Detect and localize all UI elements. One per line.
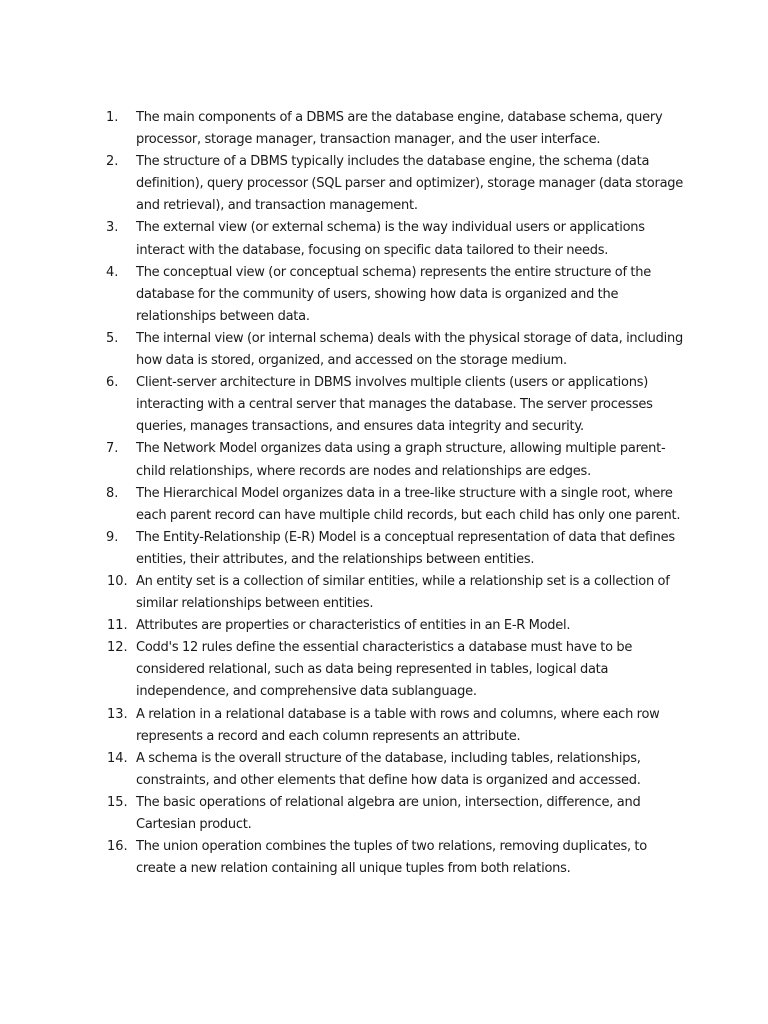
item-number: 10. (107, 573, 128, 589)
item-text: Attributes are properties or characteristics of entities in an E-R Model. (136, 618, 571, 634)
list-item (106, 792, 686, 836)
item-number: 7. (106, 441, 119, 457)
item-number: 3. (106, 220, 119, 236)
item-number: 9. (106, 529, 119, 545)
list-item (106, 571, 686, 615)
list-item (106, 615, 686, 637)
item-number: 6. (106, 375, 119, 391)
list-item (106, 637, 686, 703)
item-text: The Entity-Relationship (E-R) Model is a conceptual representation of data that defines entities, their attributes, and the relationships between entities. (136, 529, 675, 567)
item-number: 11. (107, 618, 128, 634)
list-item (106, 328, 686, 372)
numbered-list (106, 107, 686, 880)
item-number: 16. (107, 839, 128, 855)
list-item (106, 748, 686, 792)
item-text: Codd's 12 rules define the essential characteristics a database must have to be considered relational, such as data being represented in tables, logical data independence, and comprehensive data sublanguage. (136, 640, 633, 700)
list-item (106, 262, 686, 328)
list-item (106, 217, 686, 261)
item-text: A relation in a relational database is a table with rows and columns, where each row represents a record and each column represents an attribute. (136, 706, 660, 744)
item-text: The Network Model organizes data using a graph structure, allowing multiple parent-child relationships, where records are nodes and relationships are edges. (136, 441, 666, 479)
item-number: 15. (107, 794, 128, 810)
item-number: 12. (107, 640, 128, 656)
item-number: 14. (107, 750, 128, 766)
item-number: 13. (107, 706, 128, 722)
item-text: The main components of a DBMS are the database engine, database schema, query processor, storage manager, transaction manager, and the user interface. (136, 110, 663, 148)
item-number: 8. (106, 485, 119, 501)
item-number: 5. (106, 330, 119, 346)
item-text: A schema is the overall structure of the database, including tables, relationships, constraints, and other elements that define how data is organized and accessed. (136, 750, 641, 788)
list-item (106, 704, 686, 748)
item-text: The Hierarchical Model organizes data in a tree-like structure with a single root, where each parent record can have multiple child records, but each child has only one parent. (136, 485, 681, 523)
item-text: The basic operations of relational algebra are union, intersection, difference, and Cartesian product. (136, 794, 641, 832)
list-item (106, 483, 686, 527)
item-text: The structure of a DBMS typically includes the database engine, the schema (data definition), query processor (SQL parser and optimizer), storage manager (data storage and retrieval), and transaction management. (136, 154, 684, 214)
item-number: 2. (106, 154, 119, 170)
item-text: The union operation combines the tuples of two relations, removing duplicates, to create a new relation containing all unique tuples from both relations. (136, 839, 647, 877)
list-item (106, 107, 686, 151)
list-item (106, 836, 686, 880)
item-text: The conceptual view (or conceptual schema) represents the entire structure of the database for the community of users, showing how data is organized and the relationships between data. (136, 264, 651, 324)
list-item (106, 438, 686, 482)
item-text: Client-server architecture in DBMS involves multiple clients (users or applications) interacting with a central server that manages the database. The server processes queries, manages transactions, and ensures data integrity and security. (136, 375, 653, 435)
item-text: An entity set is a collection of similar entities, while a relationship set is a collection of similar relationships between entities. (136, 573, 670, 612)
item-number: 1. (106, 110, 119, 125)
list-item (106, 372, 686, 438)
list-item (106, 527, 686, 571)
item-number: 4. (106, 264, 119, 280)
list-item (106, 151, 686, 217)
item-text: The external view (or external schema) is the way individual users or applications interact with the database, focusing on specific data tailored to their needs. (136, 220, 645, 258)
item-text: The internal view (or internal schema) deals with the physical storage of data, including how data is stored, organized, and accessed on the storage medium. (136, 330, 684, 369)
